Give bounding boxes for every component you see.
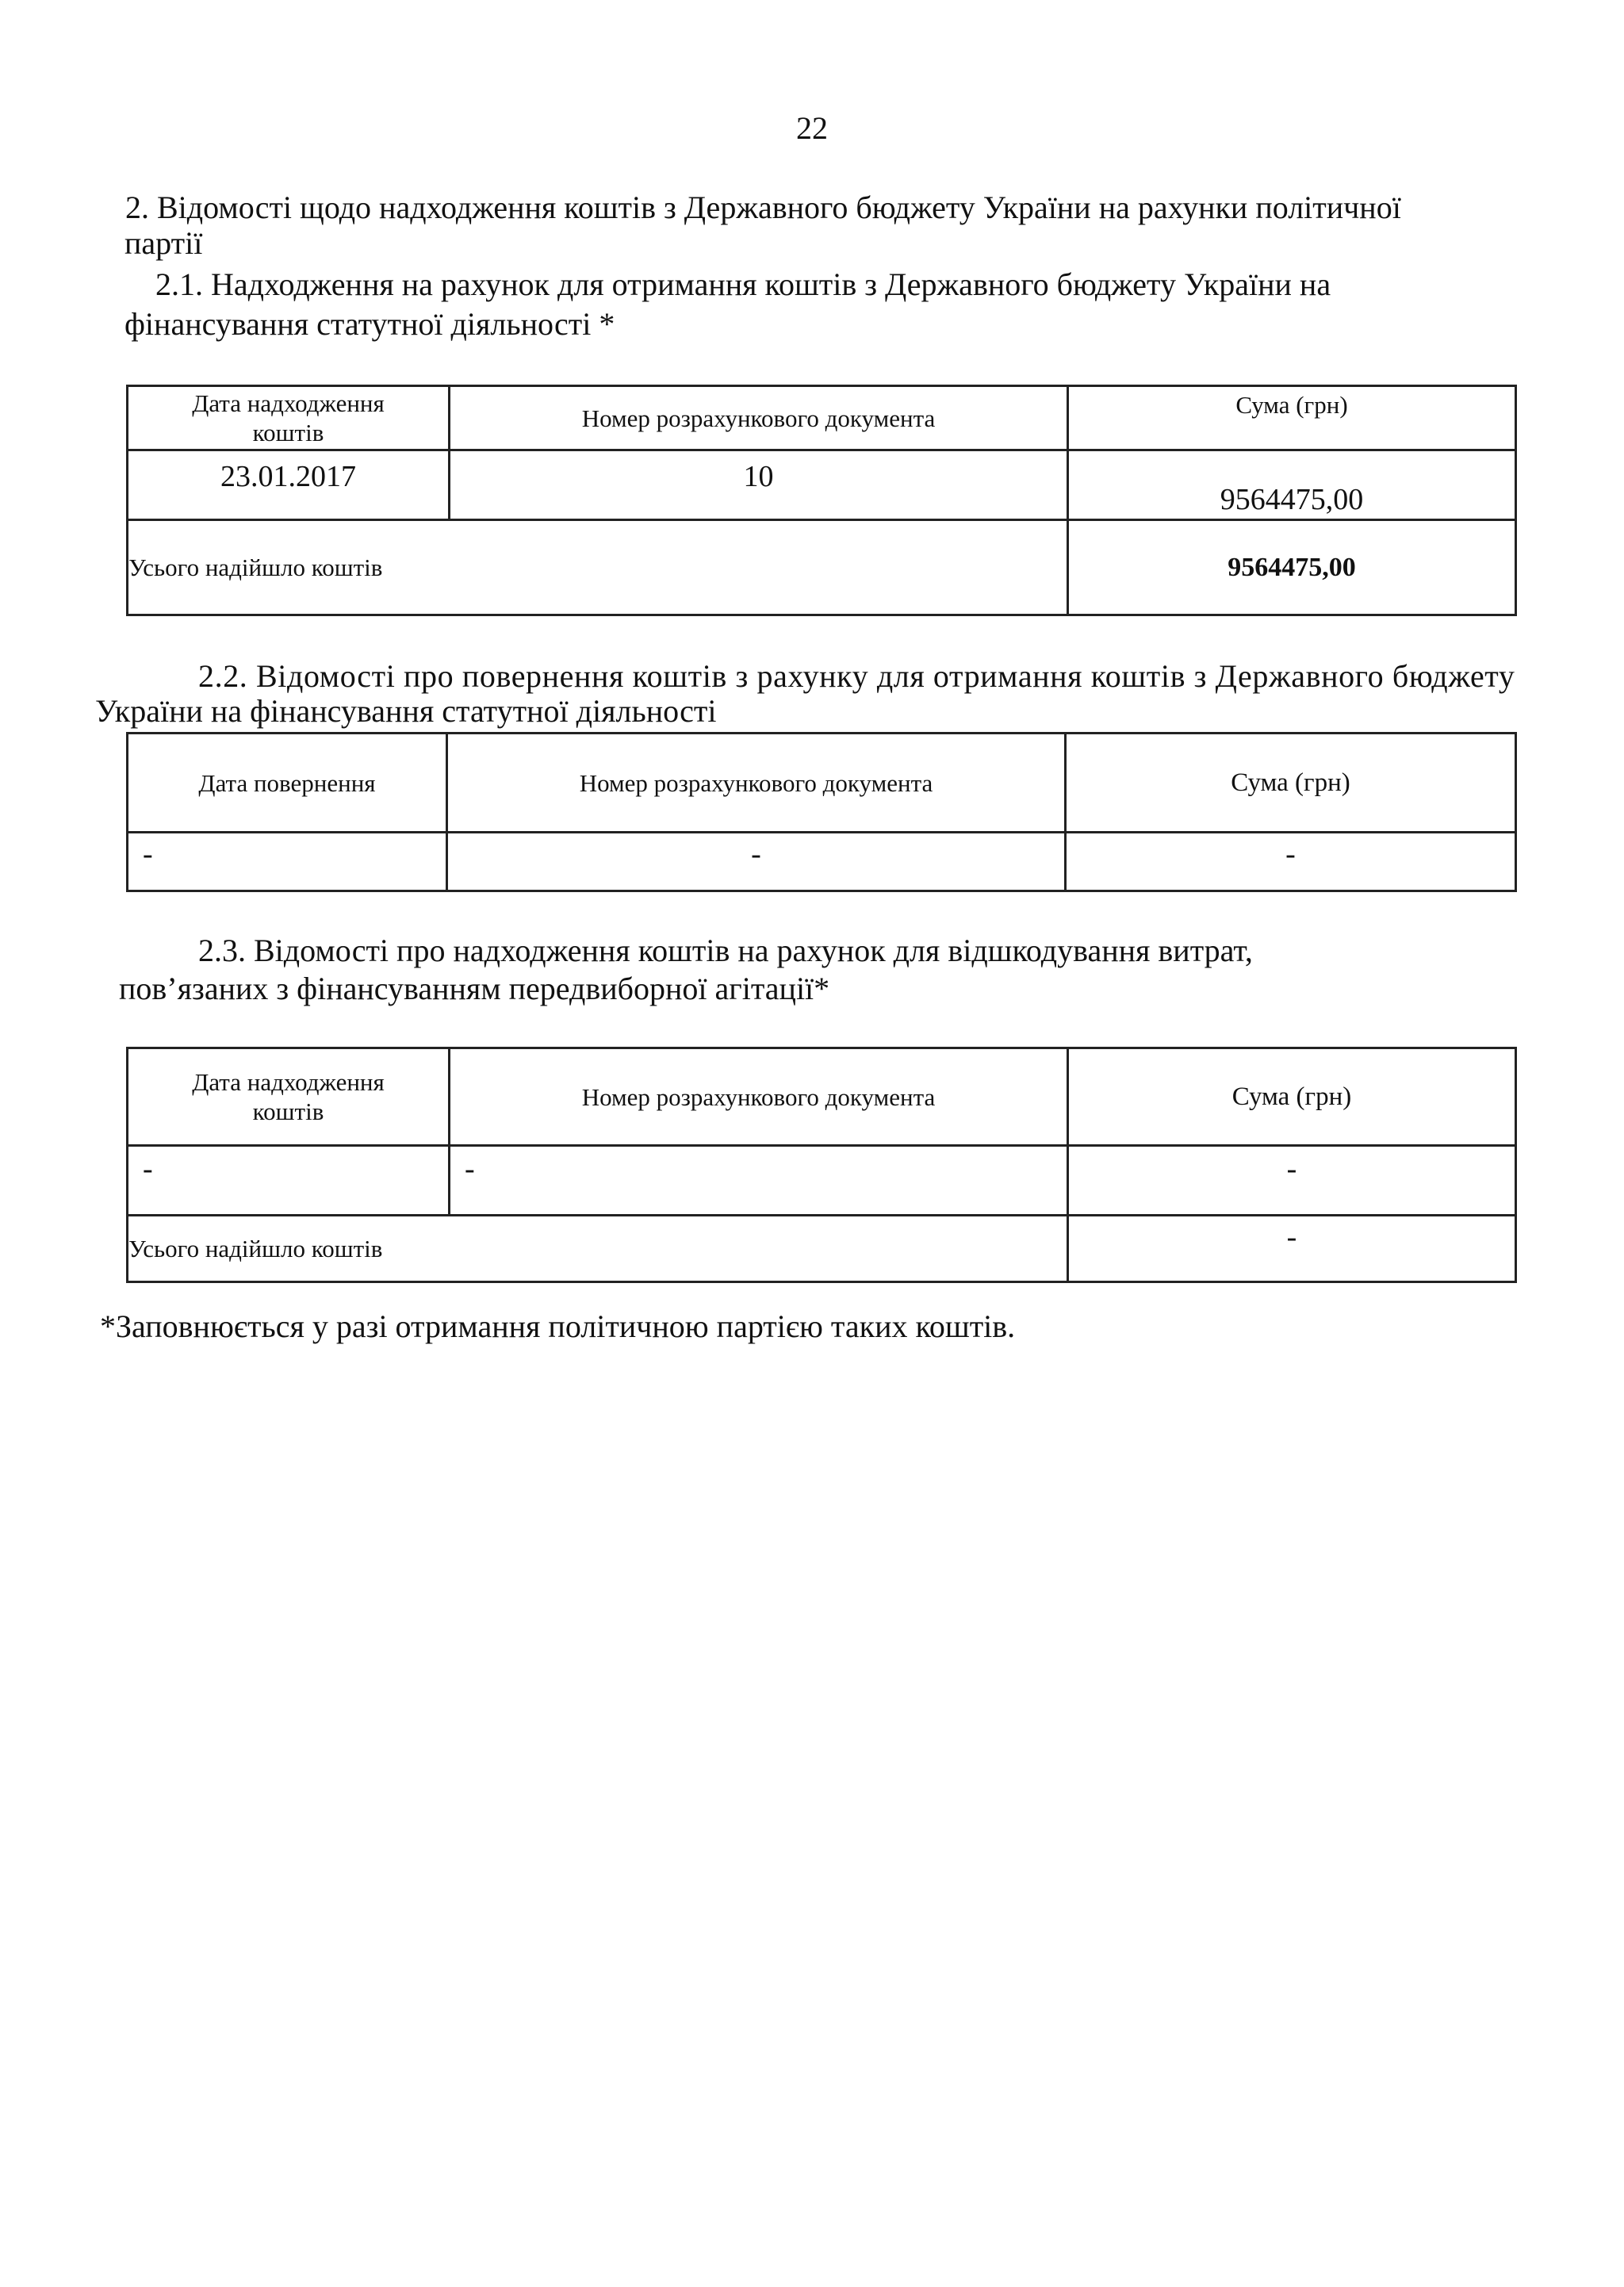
section-2-1-heading xyxy=(155,265,1331,305)
document-number-cell: - xyxy=(450,1146,1068,1216)
receipt-date-cell: - xyxy=(128,1146,450,1216)
section-2-1-heading-cont xyxy=(124,305,615,344)
table-header-row xyxy=(128,1048,1516,1146)
header-amount: Сума (грн) xyxy=(1068,386,1516,450)
section-2-line-2: партії xyxy=(124,225,203,261)
header-receipt-date: Дата надходження коштів xyxy=(128,386,450,450)
footnote: *Заповнюється у разі отримання політичною партією таких коштів. xyxy=(100,1308,1016,1344)
section-2-2-line-1: 2.2. Відомості про повернення коштів з рахунку для отримання коштів з Державного бюджету xyxy=(198,658,1515,694)
total-label: Усього надійшло коштів xyxy=(128,1216,1068,1282)
total-label: Усього надійшло коштів xyxy=(128,520,1068,615)
campaign-reimbursement-table xyxy=(126,1047,1517,1283)
section-2-3-line-1: 2.3. Відомості про надходження коштів на рахунок для відшкодування витрат, xyxy=(198,933,1253,968)
document-number-cell: - xyxy=(447,833,1066,891)
refunds-table xyxy=(126,732,1517,892)
section-2-2-heading xyxy=(198,657,1515,696)
table-total-row xyxy=(128,520,1516,615)
section-2-3-heading-cont xyxy=(119,969,829,1009)
refund-date-cell: - xyxy=(128,833,447,891)
header-refund-date: Дата повернення xyxy=(128,734,447,833)
table-total-row xyxy=(128,1216,1516,1282)
header-document-number: Номер розрахункового документа xyxy=(450,1048,1068,1146)
table-row xyxy=(128,1146,1516,1216)
section-2-heading-cont xyxy=(124,224,202,263)
header-receipt-date: Дата надходження коштів xyxy=(128,1048,450,1146)
amount-cell: - xyxy=(1068,1146,1516,1216)
section-2-heading xyxy=(125,188,1401,228)
table-header-row xyxy=(128,734,1516,833)
amount-cell: - xyxy=(1066,833,1516,891)
section-2-line-1: 2. Відомості щодо надходження коштів з Державного бюджету України на рахунки політичної xyxy=(125,190,1401,225)
header-amount: Сума (грн) xyxy=(1068,1048,1516,1146)
section-2-3-heading xyxy=(198,931,1253,971)
section-2-1-line-1: 2.1. Надходження на рахунок для отримання коштів з Державного бюджету України на xyxy=(155,266,1331,302)
header-amount: Сума (грн) xyxy=(1066,734,1516,833)
section-2-2-line-2: України на фінансування статутної діяльності xyxy=(95,693,717,729)
table-row xyxy=(128,450,1516,520)
receipt-date-cell: 23.01.2017 xyxy=(128,450,450,520)
header-document-number: Номер розрахункового документа xyxy=(447,734,1066,833)
table-header-row xyxy=(128,386,1516,450)
section-2-1-line-2: фінансування статутної діяльності * xyxy=(124,306,615,342)
page-number: 22 xyxy=(796,110,828,146)
table-row xyxy=(128,833,1516,891)
total-value: 9564475,00 xyxy=(1068,520,1516,615)
document-number-cell: 10 xyxy=(450,450,1068,520)
total-value: - xyxy=(1068,1216,1516,1282)
section-2-2-heading-cont xyxy=(95,691,716,731)
amount-cell: 9564475,00 xyxy=(1068,450,1516,520)
section-2-3-line-2: пов’язаних з фінансуванням передвиборної агітації* xyxy=(119,971,830,1006)
header-document-number: Номер розрахункового документа xyxy=(450,386,1068,450)
receipts-table xyxy=(126,385,1517,616)
